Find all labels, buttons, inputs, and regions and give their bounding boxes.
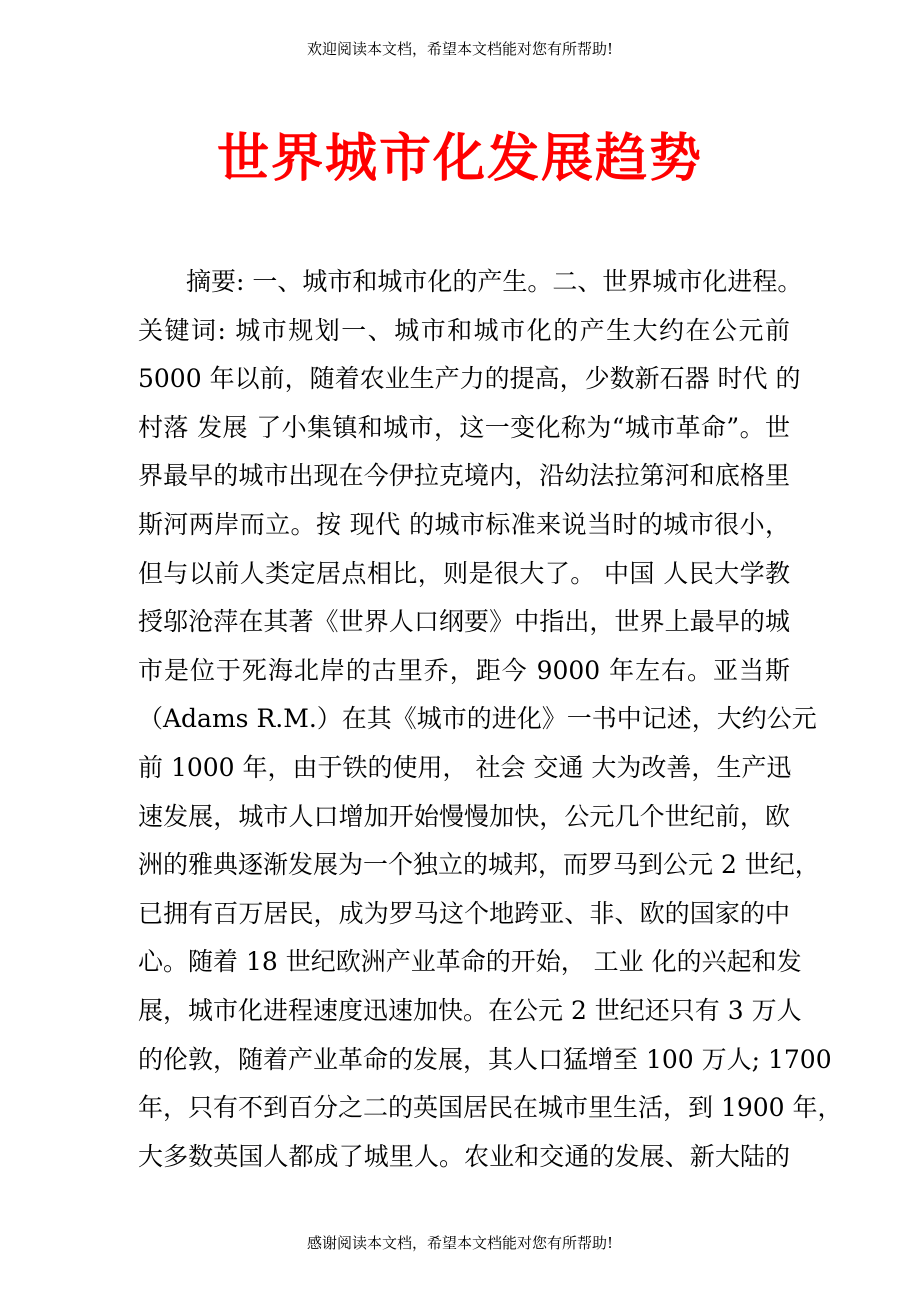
paragraph-line: 年，只有不到百分之二的英国居民在城市里生活，到 1900 年，: [138, 1093, 843, 1123]
paragraph-line: 展，城市化进程速度迅速加快。在公元 2 世纪还只有 3 万人: [138, 995, 802, 1025]
document-body: [138, 262, 843, 1185]
paragraph-line: 已拥有百万居民，成为罗马这个地跨亚、非、欧的国家的中: [138, 898, 790, 928]
paragraph-line: 村落 发展 了小集镇和城市，这一变化称为“城市革命”。世: [138, 412, 790, 442]
paragraph-line: 的伦敦，随着产业革命的发展，其人口猛增至 100 万人; 1700: [138, 1044, 832, 1074]
paragraph-line: 心。随着 18 世纪欧洲产业革命的开始， 工业 化的兴起和发: [138, 947, 802, 977]
page-header: 欢迎阅读本文档，希望本文档能对您有所帮助!: [306, 40, 614, 58]
paragraph-line: 授邬沧萍在其著《世界人口纲要》中指出，世界上最早的城: [138, 607, 790, 637]
paragraph-line: 洲的雅典逐渐发展为一个独立的城邦，而罗马到公元 2 世纪，: [138, 850, 820, 880]
paragraph-line: 界最早的城市出现在今伊拉克境内，沿幼法拉第河和底格里: [138, 461, 790, 491]
paragraph-line: （Adams R.M.）在其《城市的进化》一书中记述，大约公元: [138, 704, 817, 734]
paragraph-line: 大多数英国人都成了城里人。农业和交通的发展、新大陆的: [138, 1141, 790, 1171]
paragraph-line: 斯河两岸而立。按 现代 的城市标准来说当时的城市很小，: [138, 509, 790, 539]
document-title: 世界城市化发展趋势: [216, 128, 703, 189]
paragraph-line: 关键词: 城市规划一、城市和城市化的产生大约在公元前: [138, 315, 790, 345]
paragraph-line: 摘要: 一、城市和城市化的产生。二、世界城市化进程。: [186, 267, 803, 296]
paragraph-line: 但与以前人类定居点相比，则是很大了。 中国 人民大学教: [138, 558, 790, 588]
paragraph-line: 市是位于死海北岸的古里乔，距今 9000 年左右。亚当斯: [138, 655, 790, 685]
paragraph-line: 前 1000 年，由于铁的使用， 社会 交通 大为改善，生产迅: [138, 752, 792, 782]
paragraph-line: 5000 年以前，随着农业生产力的提高，少数新石器 时代 的: [138, 364, 801, 394]
page-footer: 感谢阅读本文档，希望本文档能对您有所帮助!: [306, 1234, 614, 1252]
paragraph-line: 速发展，城市人口增加开始慢慢加快，公元几个世纪前，欧: [138, 801, 790, 831]
